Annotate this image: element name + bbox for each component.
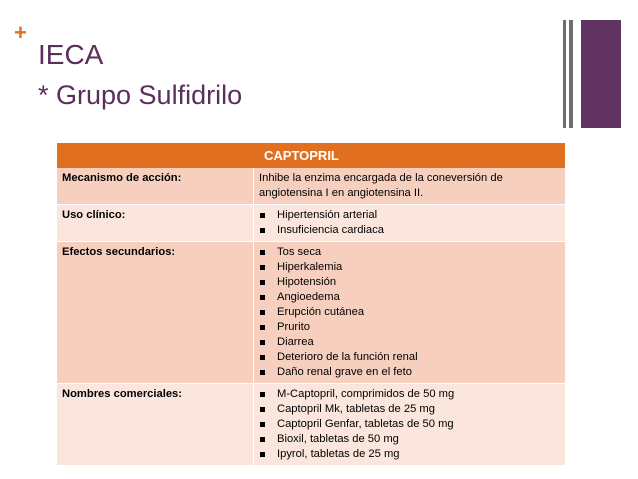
decorative-bar-thin-2 — [569, 20, 573, 128]
decorative-bar-wide — [581, 20, 621, 128]
square-bullet-icon — [260, 250, 265, 255]
square-bullet-icon — [260, 422, 265, 427]
list-item — [259, 387, 560, 402]
list-item-text: Erupción cutánea — [277, 306, 365, 318]
row-list-cell — [254, 205, 566, 242]
table-row — [57, 168, 565, 205]
bullet-list — [259, 245, 560, 380]
list-item-text: Bioxil, tabletas de 50 mg — [277, 433, 399, 445]
list-item-text: Captopril Genfar, tabletas de 50 mg — [277, 418, 454, 430]
list-item — [259, 447, 560, 462]
row-label: Nombres comerciales: — [57, 384, 254, 466]
row-list-cell — [254, 384, 566, 466]
list-item — [259, 208, 560, 223]
list-item — [259, 245, 560, 260]
table-row — [57, 384, 565, 466]
list-item-text: Diarrea — [277, 336, 314, 348]
table-row — [57, 205, 565, 242]
decorative-bar-thin-1 — [563, 20, 566, 128]
square-bullet-icon — [260, 310, 265, 315]
square-bullet-icon — [260, 280, 265, 285]
list-item — [259, 260, 560, 275]
list-item-text: M-Captopril, comprimidos de 50 mg — [277, 388, 455, 400]
list-item-text: Insuficiencia cardiaca — [277, 224, 384, 236]
list-item — [259, 365, 560, 380]
bullet-list — [259, 208, 560, 238]
drug-info-table — [57, 143, 565, 466]
plus-icon: + — [14, 20, 27, 45]
row-list-cell — [254, 242, 566, 384]
bullet-list — [259, 387, 560, 462]
list-item — [259, 305, 560, 320]
square-bullet-icon — [260, 228, 265, 233]
square-bullet-icon — [260, 437, 265, 442]
list-item-text: Captopril Mk, tabletas de 25 mg — [277, 403, 435, 415]
square-bullet-icon — [260, 213, 265, 218]
list-item-text: Hiperkalemia — [277, 261, 343, 273]
list-item-text: Deterioro de la función renal — [277, 351, 418, 363]
list-item-text: Ipyrol, tabletas de 25 mg — [277, 448, 400, 460]
list-item — [259, 432, 560, 447]
list-item — [259, 402, 560, 417]
list-item — [259, 350, 560, 365]
table-row — [57, 242, 565, 384]
slide-title: IECA — [38, 39, 104, 70]
list-item-text: Angioedema — [277, 291, 340, 303]
square-bullet-icon — [260, 452, 265, 457]
list-item — [259, 290, 560, 305]
square-bullet-icon — [260, 265, 265, 270]
list-item — [259, 223, 560, 238]
square-bullet-icon — [260, 340, 265, 345]
list-item-text: Prurito — [277, 321, 310, 333]
slide-subtitle: * Grupo Sulfidrilo — [38, 80, 243, 110]
row-text: Inhibe la enzima encargada de la coneversión de angiotensina I en angiotensina II. — [254, 168, 566, 205]
list-item — [259, 275, 560, 290]
square-bullet-icon — [260, 392, 265, 397]
list-item — [259, 320, 560, 335]
square-bullet-icon — [260, 295, 265, 300]
row-label: Uso clínico: — [57, 205, 254, 242]
list-item — [259, 417, 560, 432]
square-bullet-icon — [260, 325, 265, 330]
list-item-text: Hipertensión arterial — [277, 209, 378, 221]
list-item-text: Daño renal grave en el feto — [277, 366, 412, 378]
square-bullet-icon — [260, 407, 265, 412]
row-label: Mecanismo de acción: — [57, 168, 254, 205]
list-item — [259, 335, 560, 350]
row-label: Efectos secundarios: — [57, 242, 254, 384]
table-header: CAPTOPRIL — [57, 143, 565, 168]
square-bullet-icon — [260, 355, 265, 360]
list-item-text: Hipotensión — [277, 276, 337, 288]
list-item-text: Tos seca — [277, 246, 322, 258]
square-bullet-icon — [260, 370, 265, 375]
